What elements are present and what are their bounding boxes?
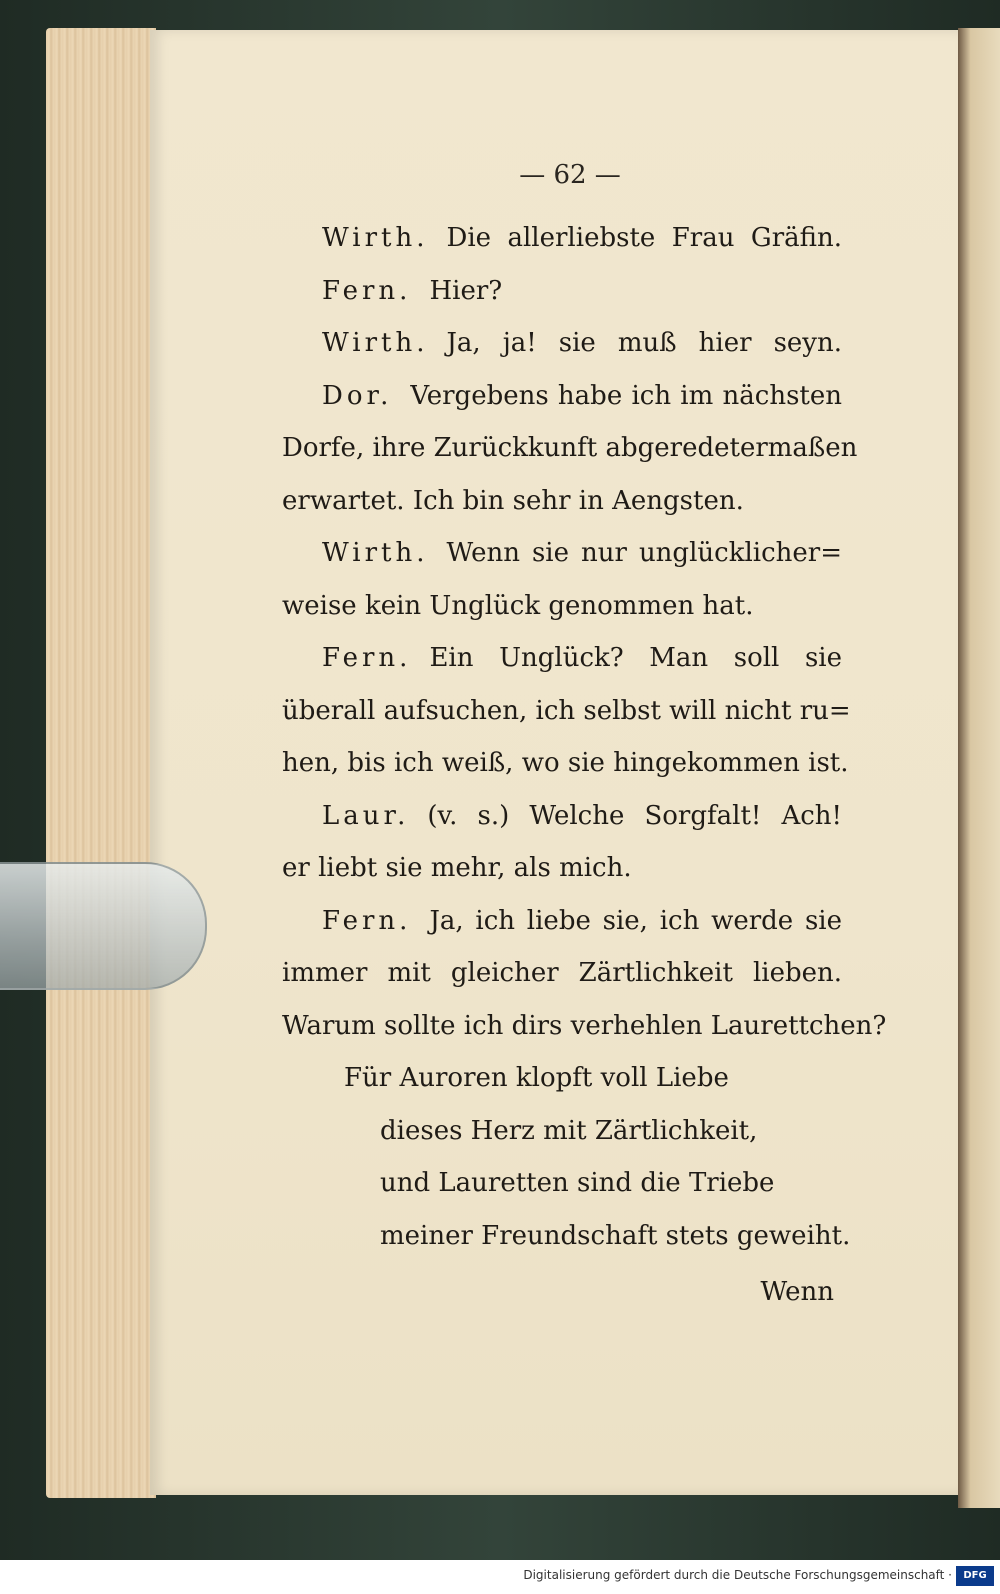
line-text: Vergebens habe ich im nächsten [410, 380, 842, 411]
speaker-label: Wirth. [322, 538, 429, 568]
line-text: Wenn sie nur unglücklicher= [446, 538, 842, 568]
line-text: Die allerliebste Frau Gräfin. [446, 223, 842, 253]
dfg-logo: DFG [956, 1566, 994, 1586]
text-line [282, 265, 842, 318]
speaker-label: Fern. [322, 643, 412, 673]
speaker-label: Wirth. [322, 223, 429, 253]
text-line: erwartet. Ich bin sehr in Aengsten. [282, 485, 744, 516]
text-line [282, 370, 842, 423]
footer-credit: Digitalisierung gefördert durch die Deutsche Forschungsgemeinschaft · [523, 1568, 952, 1582]
text-line: überall aufsuchen, ich selbst will nicht ru= [282, 695, 851, 726]
line-text: Hier? [429, 275, 503, 306]
page-stack-edges [46, 28, 156, 1498]
text-line [282, 790, 842, 843]
speaker-label: Laur. [322, 800, 410, 831]
text-line: Warum sollte ich dirs verhehlen Laurettchen? [282, 1010, 887, 1041]
line-text: Ein Unglück? Man soll sie [429, 643, 842, 673]
text-line [282, 895, 842, 948]
text-line [282, 212, 842, 265]
text-line: Dorfe, ihre Zurückkunft abgeredetermaßen [282, 433, 858, 463]
poem-line: Für Auroren klopft voll Liebe [344, 1063, 729, 1093]
line-text: Ja, ja! sie muß hier seyn. [446, 328, 842, 358]
speaker-label: Fern. [322, 905, 412, 936]
speaker-label: Fern. [322, 275, 412, 306]
speaker-label: Dor. [322, 380, 393, 411]
catchword: Wenn [760, 1277, 834, 1307]
line-text: Ja, ich liebe sie, ich werde sie [429, 905, 842, 936]
poem-stanza [282, 1052, 851, 1262]
page-number: — 62 — [519, 160, 621, 190]
text-line: weise kein Unglück genommen hat. [282, 590, 754, 621]
text-line: er liebt sie mehr, als mich. [282, 853, 632, 883]
speaker-label: Wirth. [322, 328, 429, 358]
line-text: (v. s.) Welche Sorgfalt! Ach! [427, 800, 842, 831]
glass-page-holder [0, 862, 207, 990]
text-line [282, 317, 842, 370]
poem-line: und Lauretten sind die Triebe [380, 1168, 775, 1198]
footer-bar [0, 1560, 1000, 1594]
facing-page-edge [958, 28, 1000, 1508]
page-text [282, 212, 887, 1319]
text-line: hen, bis ich weiß, wo sie hingekommen ist. [282, 748, 849, 778]
poem-line: dieses Herz mit Zärtlichkeit, [380, 1115, 758, 1146]
text-line: immer mit gleicher Zärtlichkeit lieben. [282, 958, 842, 988]
text-line [282, 632, 842, 685]
poem-line: meiner Freundschaft stets geweiht. [380, 1220, 851, 1251]
text-line [282, 527, 842, 580]
